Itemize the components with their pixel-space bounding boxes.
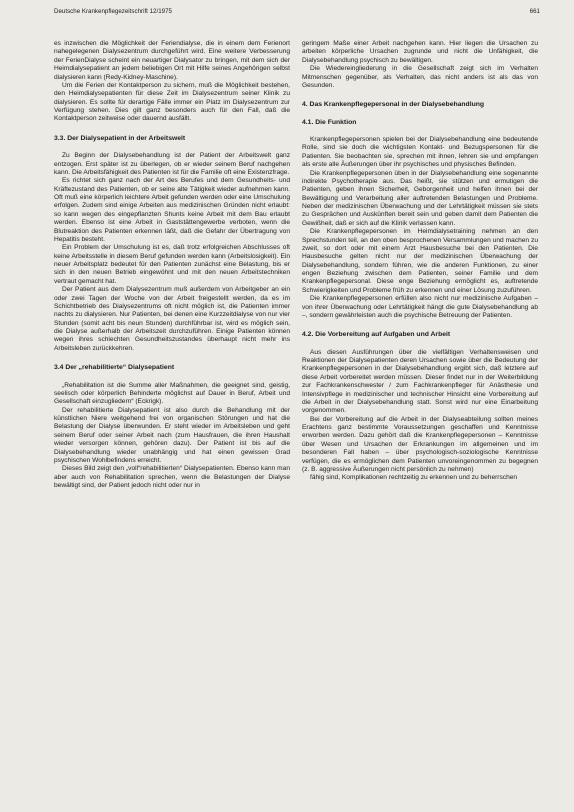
section-heading-4-2: 4.2. Die Vorbereitung auf Aufgaben und Arbeit: [302, 331, 451, 339]
section-heading-3-3: 3.3. Der Dialysepatient in der Arbeitswelt: [54, 134, 186, 142]
paragraph: Die Krankenpflegepersonen erfüllen also nicht nur medizinische Aufgaben – von ihrer Überwachung oder Lehrtätigkeit hängt die gute Dialysebehandlung ab –, sondern gewährleisten auch die psychische Betreuung der Patienten.: [302, 295, 538, 319]
paragraph: Zu Beginn der Dialysebehandlung ist der Patient der Arbeitswelt ganz entzogen. Erst später ist zu überlegen, ob er wieder seinem Beruf nachgehen kann. Die Arbeitsfähigkeit des Patienten ist für die Familie oft eine Existenzfrage.: [54, 152, 290, 176]
paragraph: Aus diesen Ausführungen über die vielfältigen Verhaltensweisen und Reaktionen der Dialysepatienten deren Ursachen sowie über die Bedeutung der Krankenpflegepersonen in der Dialysebehandlung ergibt sich, daß letztere auf diese Arbeit vorbereitet werden müssen. Dieser findet nur in der Weiterbildung zur Fachkrankenschwester / zum Fachkrankenpfleger für Anästhesie und Intensivpflege in medizinischer und technischer Hinsicht eine Vorbereitung auf die Arbeit in der Dialysebehandlung statt. Sonst wird nur eine Einarbeitung vorgenommen.: [302, 348, 538, 415]
page-header: [54, 8, 540, 16]
paragraph: es inzwischen die Möglichkeit der Feriendialyse, die in einem dem Ferienort nahegelegenen Dialysezentrum durchgeführt wird. Eine weitere Verbesserung der FerienDialyse scheint ein neuartiger Dialysator zu bringen, mit dem sich der Heimdialysepatient an jedem beliebigen Ort mit Hilfe seines Angehörigen selbst dialysieren kann (Redy-Kidney-Maschine).: [54, 40, 290, 81]
paragraph: Der rehabilitierte Dialysepatient ist also durch die Behandlung mit der künstlichen Niere weitgehend frei von organischen Störungen und hat die Belastung der Dialyse überwunden. Er steht wieder im Arbeitsleben und geht seinem Beruf oder seiner Arbeit nach (zum Hausfrauen, die ihren Haushalt wieder versorgen können, gehören dazu). Der Patient ist bis auf die Dialysebehandlung wieder unabhängig und hat einen gewissen Grad psychischen Wohlbefindens erreicht.: [54, 406, 290, 464]
paragraph: Bei der Vorbereitung auf die Arbeit in der Dialyseabteilung sollten meines Erachtens ganz bestimmte Voraussetzungen geschaffen und Kenntnisse erworben werden. Dazu gehört daß die Krankenpflegepersonen – Kenntnisse über Wesen und Ursachen der Erkrankungen im allgemeinen und im besonderen Fall haben – über psychologisch-soziologische Kenntnisse verfügen, die es ermöglichen dem Patienten unvoreingenommen zu begegnen (z. B. aggressive Äußerungen nicht persönlich zu nehmen): [302, 415, 538, 473]
paragraph: Ein Problem der Umschulung ist es, daß trotz erfolgreichen Abschlusses oft keine Arbeitsstelle in diesem Beruf gefunden werden kann (Arbeitslosigkeit). Ein neuer Arbeitsplatz bedeutet für den Patienten zunächst eine Belastung, bis er sich in den neuen Betrieb eingewöhnt und mit den neuen Arbeitstechniken vertraut gemacht hat.: [54, 244, 290, 285]
paragraph: geringem Maße einer Arbeit nachgehen kann. Hier liegen die Ursachen zu arbeiten körperliche Ursachen zugrunde und nicht die Unfähigkeit, die Dialysebehandlung psychisch zu bewältigen.: [302, 40, 538, 64]
page-number: 661: [529, 8, 540, 15]
paragraph: Die Wiedereingliederung in die Gesellschaft zeigt sich im Verhalten Mitmenschen gegenüber, als Verhalten, das nicht anders ist als das von Gesunden.: [302, 65, 538, 89]
right-column: [302, 40, 538, 483]
paragraph: Um die Ferien der Kontaktperson zu sichern, muß die Möglichkeit bestehen, den Heimdialysepatienten für diese Zeit im Dialysezentrum seiner Klinik zu dialysieren. Es sollte für derartige Fälle immer ein Platz im Dialysezentrum zur Verfügung stehen. Dies gilt ganz besonders auch für den Fall, daß die Kontaktperson zeitweise oder dauernd ausfällt.: [54, 81, 290, 123]
paragraph: Die Krankenpflegepersonen im Heimdialysetraining nehmen an den Sprechstunden teil, an den oben besprochenen Versammlungen und machen zu zweit, so dort oder mit einem Arzt Hausbesuche bei den Patienten. Die Hausbesuche gelten nicht nur der medizinischen Überwachung der Dialysebehandlung, sondern führen, wie die anderen Funktionen, zu einer engen Beziehung zwischen dem Patienten, seiner Familie und dem Krankenpflegepersonal. Diese enge Beziehung ermöglicht es, auftretende Schwierigkeiten und Probleme früh zu erkennen und einer Lösung zuzuführen.: [302, 228, 538, 294]
section-heading-4-1: 4.1. Die Funktion: [302, 118, 357, 126]
section-heading-3-4: 3.4 Der „rehabilitierte“ Dialysepatient: [54, 364, 175, 372]
paragraph: Es richtet sich ganz nach der Art des Berufes und dem Gesundheits- und Kräftezustand des Patienten, ob er seine alte Tätigkeit wieder aufnehmen kann. Oft muß eine körperlich leichtere Arbeit gefunden werden oder eine Umschulung erfolgen. Zudem sind einige Arbeiten aus medizinischen Gründen nicht erlaubt: so kann wegen des eingepflanzten Shunts keine Arbeit mit dem Bau erlaubt werden. Ebenso ist eine Arbeit in Gaststättengewerbe verboten, wenn die Blutreaktion des Patienten erkennen läßt, daß die Gefahr der Übertragung von Hepatitis besteht.: [54, 177, 290, 243]
journal-title: Deutsche Krankenpflegezeitschrift 12/1975: [54, 8, 172, 15]
paragraph: Dieses Bild zeigt den „voll“rehabilitierten“ Dialysepatienten. Ebenso kann man aber auch von Rehabilitation sprechen, wenn die Belastungen der Dialyse bewältigt sind, der Patient jedoch nicht oder nur in: [54, 465, 290, 490]
left-column: [54, 40, 290, 490]
section-heading-4: 4. Das Krankenpflegepersonal in der Dialysebehandlung: [302, 101, 485, 109]
paragraph: Die Krankenpflegepersonen üben in der Dialysebehandlung eine sogenannte indirekte Psychotherapie aus. Das heißt, sie stützen und ermutigen die Patienten, geben ihnen Sicherheit, Geborgenheit und helfen ihnen bei der Bewältigung und Verarbeitung aller auftretenden Belastungen und Probleme. Neben der medizinischen Überwachung und der Lehrtätigkeit müssen sie stets zu Gesprächen und Auskünften bereit sein und geben damit dem Patienten die Gewißheit, daß er sich auf die Klinik verlassen kann.: [302, 169, 538, 227]
paragraph: „Rehabilitation ist die Summe aller Maßnahmen, die geeignet sind, geistig, seelisch oder körperlich Behinderte möglichst auf Dauer in Beruf, Arbeit und Gesellschaft einzugliedern“ (Eckrigk).: [54, 381, 290, 406]
paragraph: Krankenpflegepersonen spielen bei der Dialysebehandlung eine bedeutende Rolle, sind sie doch die wichtigsten Kontakt- und Bezugspersonen für die Patienten. Sie beobachten sie, sprechen mit ihnen, lehren sie und empfangen als erste alle Äußerungen über ihr psychisches und physisches Befinden.: [302, 136, 538, 169]
paragraph: Der Patient aus dem Dialysezentrum muß außerdem von Arbeitgeber an ein oder zwei Tagen der Woche von der Arbeit freigestellt werden, da es im Schichtbetrieb des Dialysezentrums oft nicht möglich ist, die Patienten immer nachts zu dialysieren. Nur Patienten, bei denen eine Kurzzeitdialyse von nur vier Stunden (somit acht bis neun Stunden) durchführbar ist, wird es möglich sein, die Dialyse außerhalb der Arbeitszeit durchzuführen. Einige Patienten können wegen ihres schlechten Gesundheitszustandes überhaupt nicht mehr ins Arbeitsleben zurückkehren.: [54, 286, 290, 352]
paragraph: fähig sind, Komplikationen rechtzeitig zu erkennen und zu beherrschen: [310, 474, 518, 482]
